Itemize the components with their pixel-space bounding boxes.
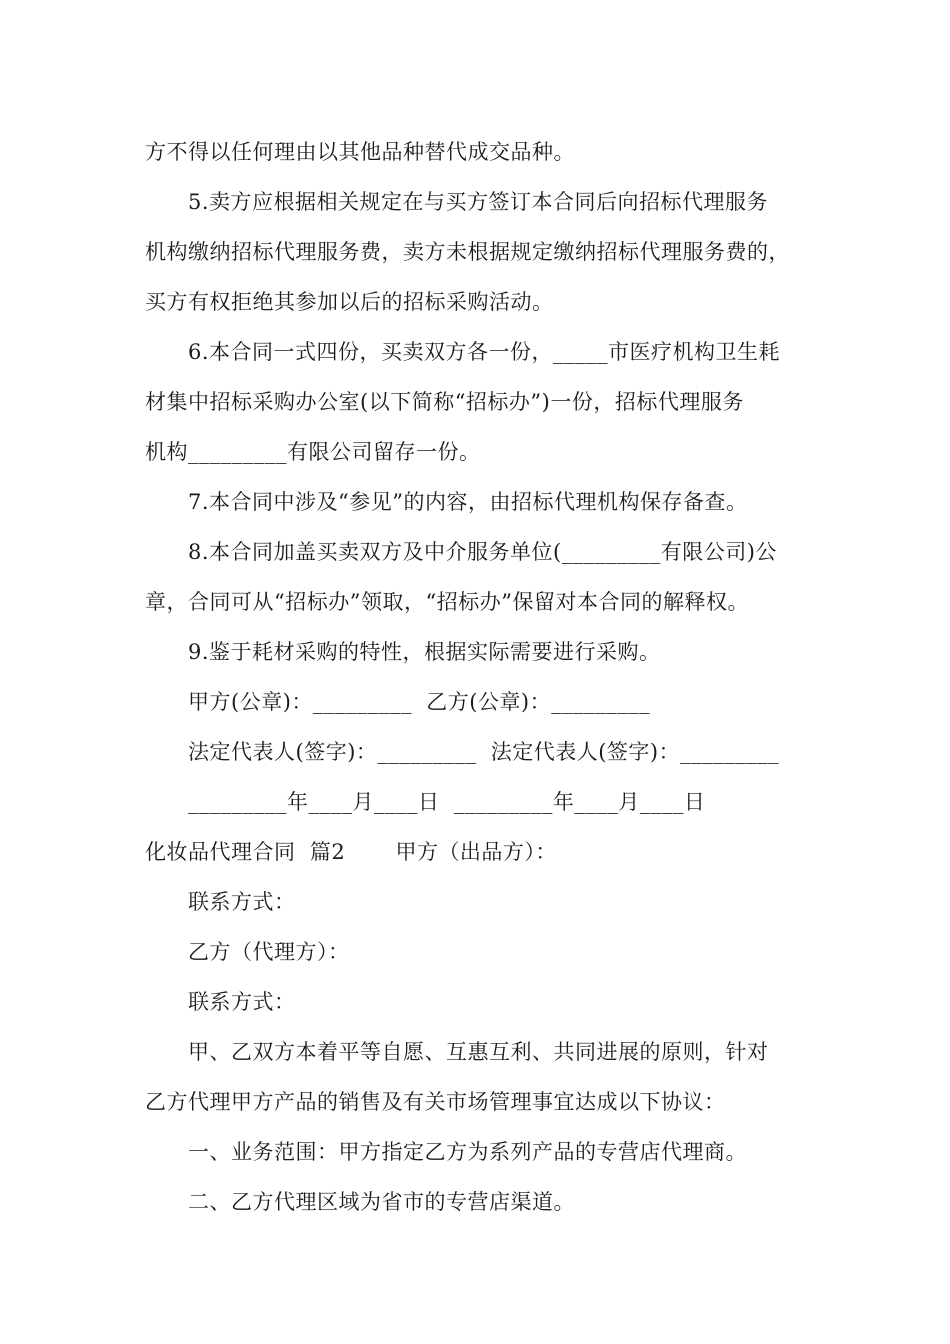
paragraph-line: 材集中招标采购办公室(以下简称“招标办”)一份，招标代理服务 [145,390,744,414]
clause-7-line: 7.本合同中涉及“参见”的内容，由招标代理机构保存备查。 [188,490,748,514]
paragraph-line: 买方有权拒绝其参加以后的招标采购活动。 [145,290,554,314]
party-b-line: 乙方（代理方）： [188,940,350,964]
paragraph-line: 机构缴纳招标代理服务费，卖方未根据规定缴纳招标代理服务费的， [145,240,790,264]
paragraph-line: 章，合同可从“招标办”领取，“招标办”保留对本合同的解释权。 [145,590,749,614]
paragraph-line: 乙方代理甲方产品的销售及有关市场管理事宜达成以下协议： [145,1090,726,1114]
representative-signature-line: 法定代表人(签字)：_________ 法定代表人(签字)：_________ [188,740,780,764]
date-line: _________年____月____日 _________年____月____日 [188,790,706,814]
agency-region-line: 二、乙方代理区域为省市的专营店渠道。 [188,1190,575,1214]
section-heading: 化妆品代理合同 篇2 甲方（出品方）： [145,840,557,864]
clause-6-line: 6.本合同一式四份，买卖双方各一份，_____市医疗机构卫生耗 [188,340,781,364]
clause-8-line: 8.本合同加盖买卖双方及中介服务单位(_________有限公司)公 [188,540,777,564]
business-scope-line: 一、业务范围：甲方指定乙方为系列产品的专营店代理商。 [188,1140,747,1164]
paragraph-line: 甲、乙双方本着平等自愿、互惠互利、共同进展的原则，针对 [188,1040,769,1064]
paragraph-line: 机构_________有限公司留存一份。 [145,440,481,464]
clause-5-line: 5.卖方应根据相关规定在与买方签订本合同后向招标代理服务 [188,190,769,214]
clause-9-line: 9.鉴于耗材采购的特性，根据实际需要进行采购。 [188,640,661,664]
contact-line: 联系方式： [188,890,296,914]
seal-signature-line: 甲方(公章)：_________ 乙方(公章)：_________ [188,690,651,714]
paragraph-line: 方不得以任何理由以其他品种替代成交品种。 [145,140,575,164]
contact-line: 联系方式： [188,990,296,1014]
